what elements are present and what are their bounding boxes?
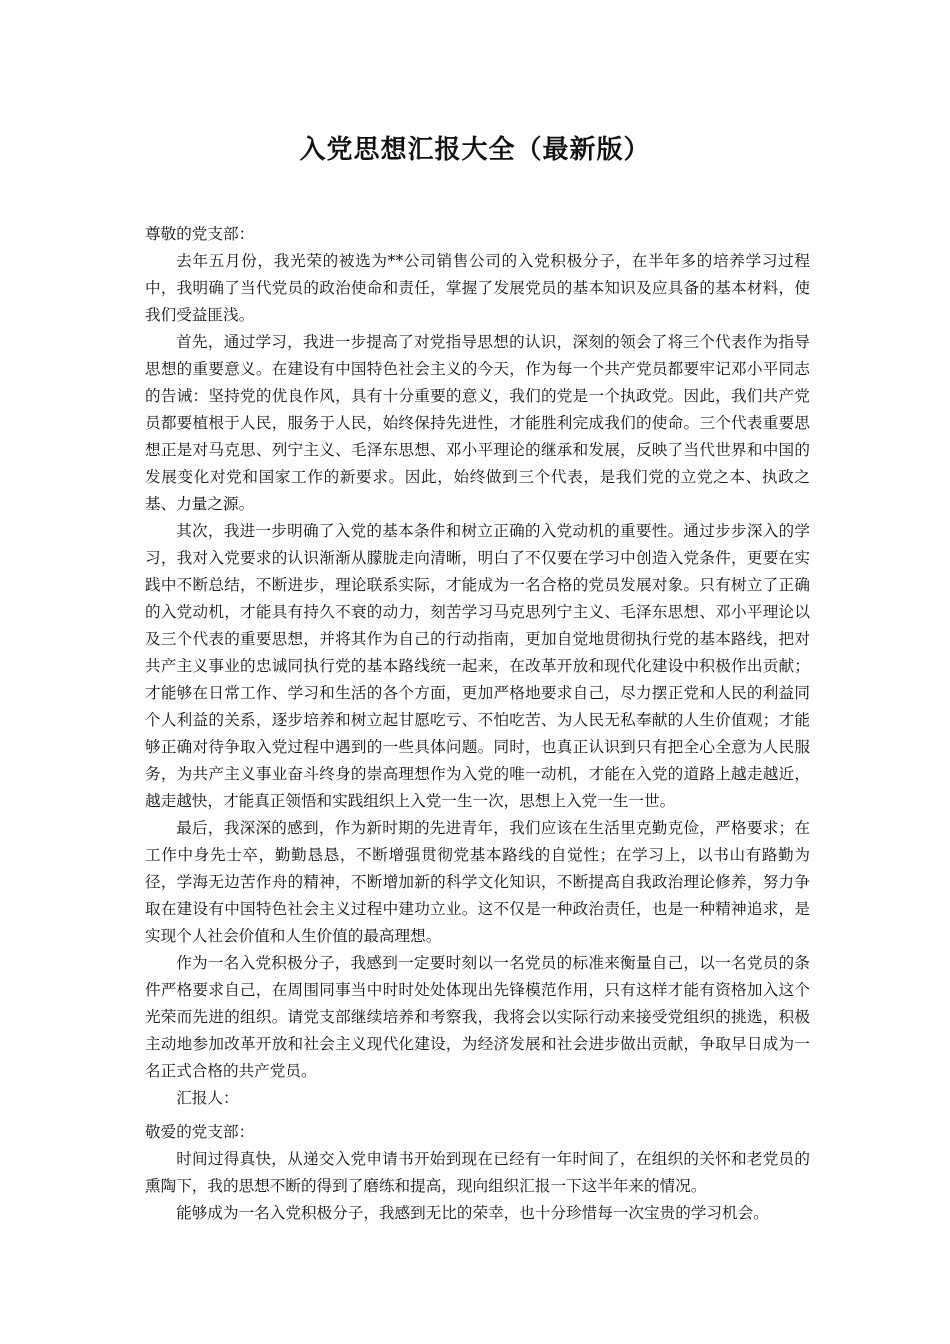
report-1-paragraph-2: 首先，通过学习，我进一步提高了对党指导思想的认识，深刻的领会了将三个代表作为指导思想的重要意义。在建设有中国特色社会主义的今天，作为每一个共产党员都要牢记邓小平同志的告诫：坚持党的优良作风，具有十分重要的意义，我们的党是一个执政党。因此，我们共产党员都要植根于人民，服务于人民，始终保持先进性，才能胜利完成我们的使命。三个代表重要思想正是对马克思、列宁主义、毛泽东思想、邓小平理论的继承和发展，反映了当代世界和中国的发展变化对党和国家工作的新要求。因此，始终做到三个代表，是我们党的立党之本、执政之基、力量之源。 bbox=[145, 333, 810, 513]
report-1-paragraph-1: 去年五月份，我光荣的被选为**公司销售公司的入党积极分子，在半年多的培养学习过程中，我明确了当代党员的政治使命和责任，掌握了发展党员的基本知识及应具备的基本材料，使我们受益匪浅。 bbox=[145, 252, 810, 324]
report-2-paragraph-2: 能够成为一名入党积极分子，我感到无比的荣幸，也十分珍惜每一次宝贵的学习机会。 bbox=[176, 1204, 769, 1222]
report-2 bbox=[145, 1119, 810, 1227]
report-2-paragraph-1: 时间过得真快，从递交入党申请书开始到现在已经有一年时间了，在组织的关怀和老党员的熏陶下，我的思想不断的得到了磨练和提高，现向组织汇报一下这半年来的情况。 bbox=[145, 1150, 810, 1195]
report-2-salutation: 敬爱的党支部： bbox=[145, 1123, 255, 1141]
report-1-paragraph-3: 其次，我进一步明确了入党的基本条件和树立正确的入党动机的重要性。通过步步深入的学习，我对入党要求的认识渐渐从朦胧走向清晰，明白了不仅要在学习中创造入党条件，更要在实践中不断总结，不断进步，理论联系实际，才能成为一名合格的党员发展对象。只有树立了正确的入党动机，才能具有持久不衰的动力，刻苦学习马克思列宁主义、毛泽东思想、邓小平理论以及三个代表的重要思想，并将其作为自己的行动指南，更加自觉地贯彻执行党的基本路线，把对共产主义事业的忠诚同执行党的基本路线统一起来，在改革开放和现代化建设中积极作出贡献；才能够在日常工作、学习和生活的各个方面，更加严格地要求自己，尽力摆正党和人民的利益同个人利益的关系，逐步培养和树立起甘愿吃亏、不怕吃苦、为人民无私奉献的人生价值观；才能够正确对待争取入党过程中遇到的一些具体问题。同时，也真正认识到只有把全心全意为人民服务，为共产主义事业奋斗终身的崇高理想作为入党的唯一动机，才能在入党的道路上越走越近，越走越快，才能真正领悟和实践组织上入党一生一次，思想上入党一生一世。 bbox=[145, 522, 810, 810]
report-1-salutation: 尊敬的党支部： bbox=[145, 225, 255, 243]
report-1-reporter: 汇报人： bbox=[176, 1089, 239, 1107]
report-1-paragraph-5: 作为一名入党积极分子，我感到一定要时刻以一名党员的标准来衡量自己，以一名党员的条件严格要求自己，在周围同事当中时时处处体现出先锋模范作用，只有这样才能有资格加入这个光荣而先进的组织。请党支部继续培养和考察我，我将会以实际行动来接受党组织的挑选，积极主动地参加改革开放和社会主义现代化建设，为经济发展和社会进步做出贡献，争取早日成为一名正式合格的共产党员。 bbox=[145, 954, 810, 1080]
report-1-paragraph-4: 最后，我深深的感到，作为新时期的先进青年，我们应该在生活里克勤克俭，严格要求；在工作中身先士卒，勤勤恳恳，不断增强贯彻党基本路线的自觉性；在学习上，以书山有路勤为径，学海无边苦作舟的精神，不断增加新的科学文化知识，不断提高自我政治理论修养，努力争取在建设有中国特色社会主义过程中建功立业。这不仅是一种政治责任，也是一种精神追求，是实现个人社会价值和人生价值的最高理想。 bbox=[145, 819, 810, 945]
document-title: 入党思想汇报大全（最新版） bbox=[299, 135, 651, 165]
report-1 bbox=[145, 221, 810, 1112]
